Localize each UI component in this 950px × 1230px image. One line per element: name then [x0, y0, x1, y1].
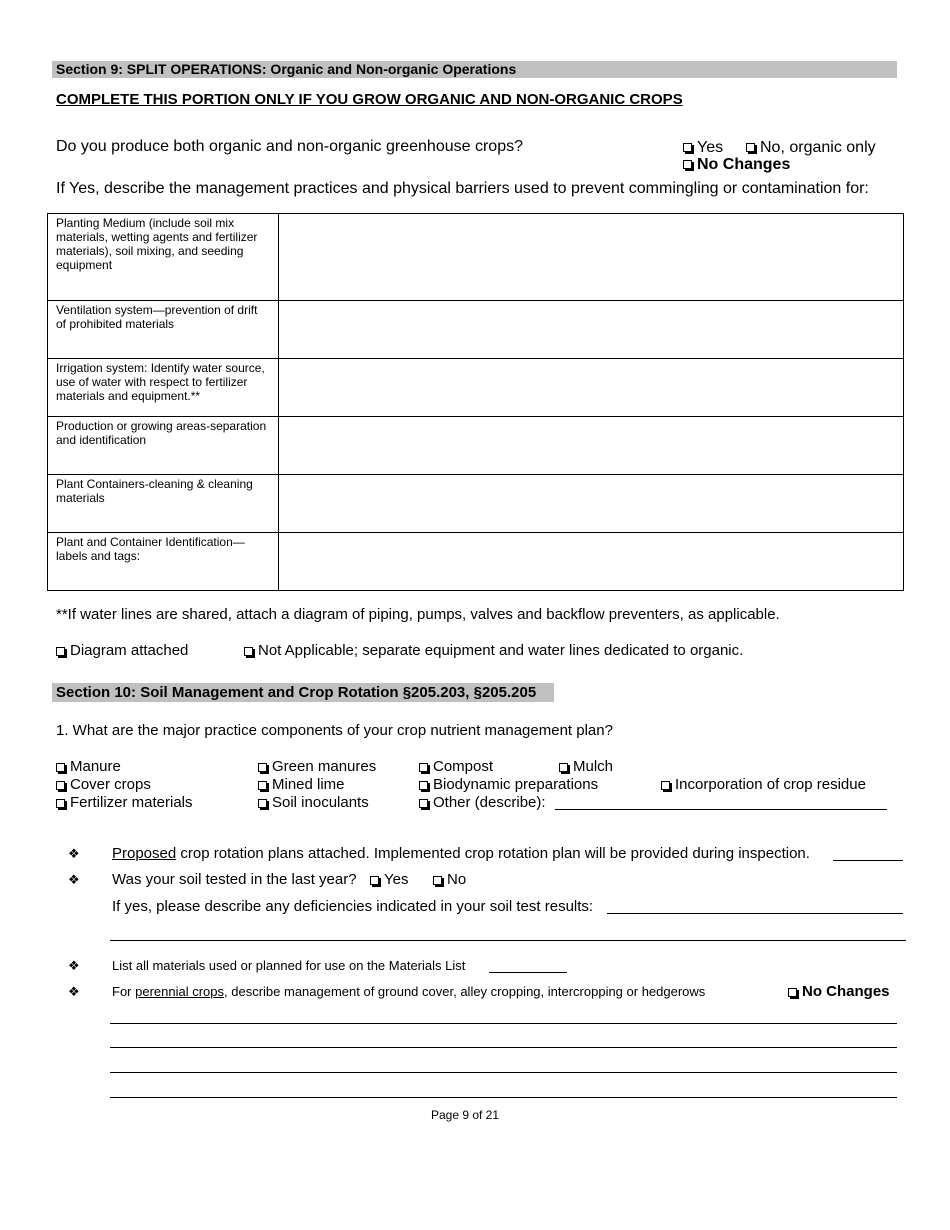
- diagram-checkbox[interactable]: [56, 647, 65, 656]
- bullet-icon: ❖: [68, 984, 80, 999]
- planting-medium-response[interactable]: [279, 214, 904, 301]
- soil-tested-question: Was your soil tested in the last year?: [112, 871, 357, 888]
- checkbox[interactable]: [419, 781, 428, 790]
- compost-option[interactable]: Compost: [419, 758, 493, 775]
- bullet-icon: ❖: [68, 872, 80, 887]
- water-lines-footnote: **If water lines are shared, attach a diagram of piping, pumps, valves and backflow preventers, as applicable.: [56, 606, 780, 623]
- other-option[interactable]: Other (describe):: [419, 794, 546, 811]
- checkbox[interactable]: [559, 763, 568, 772]
- table-row: [48, 359, 904, 417]
- not-applicable-option[interactable]: Not Applicable; separate equipment and water lines dedicated to organic.: [244, 642, 743, 659]
- production-areas-response[interactable]: [279, 417, 904, 475]
- section-9-subtitle: COMPLETE THIS PORTION ONLY IF YOU GROW ORGANIC AND NON-ORGANIC CROPS: [56, 91, 683, 108]
- green-manures-option[interactable]: Green manures: [258, 758, 376, 775]
- table-row: [48, 214, 904, 301]
- no-checkbox[interactable]: [746, 143, 755, 152]
- management-practices-table: [47, 213, 904, 591]
- other-describe-line[interactable]: [555, 809, 887, 810]
- soil-inoculants-option[interactable]: Soil inoculants: [258, 794, 369, 811]
- checkbox[interactable]: [258, 799, 267, 808]
- manure-option[interactable]: Manure: [56, 758, 121, 775]
- table-row: [48, 417, 904, 475]
- yes-checkbox[interactable]: [683, 143, 692, 152]
- cover-crops-option[interactable]: Cover crops: [56, 776, 151, 793]
- checkbox[interactable]: [56, 763, 65, 772]
- checkbox[interactable]: [258, 763, 267, 772]
- section-9-title: Section 9: SPLIT OPERATIONS: Organic and Non-organic Operations: [52, 61, 897, 78]
- bullet-icon: ❖: [68, 846, 80, 861]
- soil-tested-no-option[interactable]: No: [433, 871, 466, 888]
- perennial-line-4[interactable]: [110, 1097, 897, 1098]
- not-applicable-checkbox[interactable]: [244, 647, 253, 656]
- crop-rotation-statement: Proposed crop rotation plans attached. Implemented crop rotation plan will be provided during inspection.: [112, 845, 810, 862]
- checkbox[interactable]: [788, 988, 797, 997]
- irrigation-response[interactable]: [279, 359, 904, 417]
- row-label: Ventilation system—prevention of drift of prohibited materials: [48, 301, 279, 359]
- biodynamic-option[interactable]: Biodynamic preparations: [419, 776, 598, 793]
- checkbox[interactable]: [258, 781, 267, 790]
- perennial-no-changes-option[interactable]: No Changes: [788, 983, 890, 1000]
- row-label: Production or growing areas-separation and identification: [48, 417, 279, 475]
- bullet-icon: ❖: [68, 958, 80, 973]
- row-label: Planting Medium (include soil mix materials, wetting agents and fertilizer materials), soil mixing, and seeding equipment: [48, 214, 279, 301]
- no-organic-only-option[interactable]: No, organic only: [746, 139, 876, 157]
- no-changes-option[interactable]: No Changes: [683, 156, 790, 174]
- yes-option[interactable]: Yes: [683, 139, 723, 157]
- checkbox[interactable]: [370, 876, 379, 885]
- crop-residue-option[interactable]: Incorporation of crop residue: [661, 776, 866, 793]
- plant-containers-response[interactable]: [279, 475, 904, 533]
- perennial-line-1[interactable]: [110, 1023, 897, 1024]
- nutrient-plan-question: 1. What are the major practice components of your crop nutrient management plan?: [56, 722, 613, 739]
- checkbox[interactable]: [56, 781, 65, 790]
- page-number: Page 9 of 21: [430, 1108, 500, 1122]
- table-row: [48, 301, 904, 359]
- soil-deficiency-prompt: If yes, please describe any deficiencies indicated in your soil test results:: [112, 898, 594, 915]
- table-row: [48, 533, 904, 591]
- perennial-crops-question: For perennial crops, describe management of ground cover, alley cropping, intercropping or hedgerows: [112, 984, 706, 999]
- soil-deficiency-line-1[interactable]: [607, 913, 903, 914]
- soil-tested-yes-option[interactable]: Yes: [370, 871, 408, 888]
- mulch-option[interactable]: Mulch: [559, 758, 613, 775]
- materials-list-statement: List all materials used or planned for use on the Materials List: [112, 958, 466, 973]
- checkbox[interactable]: [419, 763, 428, 772]
- row-label: Irrigation system: Identify water source, use of water with respect to fertilizer materials and equipment.**: [48, 359, 279, 417]
- section-10-title: Section 10: Soil Management and Crop Rotation §205.203, §205.205: [52, 683, 554, 702]
- perennial-line-2[interactable]: [110, 1047, 897, 1048]
- checkbox[interactable]: [661, 781, 670, 790]
- checkbox[interactable]: [419, 799, 428, 808]
- diagram-attached-option[interactable]: Diagram attached: [56, 642, 188, 659]
- ventilation-response[interactable]: [279, 301, 904, 359]
- fertilizer-option[interactable]: Fertilizer materials: [56, 794, 193, 811]
- materials-list-line[interactable]: [489, 972, 567, 973]
- perennial-line-3[interactable]: [110, 1072, 897, 1073]
- row-label: Plant Containers-cleaning & cleaning materials: [48, 475, 279, 533]
- crop-rotation-line[interactable]: [833, 860, 903, 861]
- row-label: Plant and Container Identification—labels and tags:: [48, 533, 279, 591]
- describe-prompt: If Yes, describe the management practices and physical barriers used to prevent commingling or contamination for:: [56, 180, 869, 197]
- identification-response[interactable]: [279, 533, 904, 591]
- checkbox[interactable]: [56, 799, 65, 808]
- soil-deficiency-line-2[interactable]: [110, 940, 906, 941]
- table-row: [48, 475, 904, 533]
- checkbox[interactable]: [433, 876, 442, 885]
- mined-lime-option[interactable]: Mined lime: [258, 776, 345, 793]
- split-operations-question: Do you produce both organic and non-organic greenhouse crops?: [56, 138, 523, 155]
- no-changes-checkbox[interactable]: [683, 160, 692, 169]
